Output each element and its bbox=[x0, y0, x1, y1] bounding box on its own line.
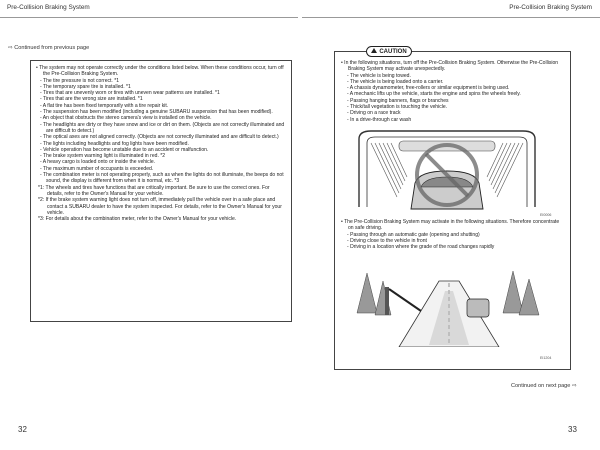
continued-from-previous: ⇨ Continued from previous page bbox=[8, 45, 90, 51]
caution-label-text: CAUTION bbox=[379, 49, 407, 55]
image-1-id: EI0006 bbox=[540, 213, 552, 217]
condition-item: - The brake system warning light is illuminated in red. *2 bbox=[40, 153, 166, 160]
caution-intro-2: • The Pre-Collision Braking System may activate in the following situations. Therefore concentrate on safe driving. bbox=[341, 218, 560, 232]
activation-situation-item: - Passing through an automatic gate (opening and shutting) bbox=[347, 231, 480, 238]
activation-situation-item: - Driving close to the vehicle in front bbox=[347, 237, 427, 244]
page-number-right: 33 bbox=[568, 425, 577, 434]
caution-item: - In a drive-through car wash bbox=[347, 116, 412, 123]
condition-item: - The suspension has been modified (including a genuine SUBARU suspension that has been modified). bbox=[40, 109, 273, 116]
warning-triangle-icon bbox=[371, 48, 377, 53]
left-header-title: Pre-Collision Braking System bbox=[7, 4, 90, 11]
right-header-title: Pre-Collision Braking System bbox=[509, 4, 592, 11]
footnote: *3: For details about the combination meter, refer to the Owner's Manual for your vehicle. bbox=[38, 216, 237, 223]
activation-situation-item: - Driving in a location where the grade of the road changes rapidly bbox=[347, 244, 495, 251]
caution-item: - Thick/tall vegetation is touching the vehicle. bbox=[347, 104, 448, 111]
caution-item: - The vehicle is being loaded onto a carrier. bbox=[347, 78, 444, 85]
left-condition-list bbox=[36, 78, 286, 185]
caution-intro-1: • In the following situations, turn off the Pre-Collision Braking System. Otherwise the Pre-Collision Braking System may activate unexpectedly. bbox=[341, 60, 559, 73]
condition-item: - The tire pressure is not correct. *1 bbox=[40, 77, 120, 84]
caution-box bbox=[334, 51, 571, 370]
condition-item: - Tires that are unevenly worn or tires with uneven wear patterns are installed. *1 bbox=[40, 90, 220, 97]
condition-item: - The temporary spare tire is installed. *1 bbox=[40, 83, 131, 90]
left-notes-list bbox=[36, 185, 286, 223]
continued-on-next: Continued on next page ⇨ bbox=[511, 383, 577, 389]
condition-item: - Vehicle operation has become unstable due to an accident or malfunction. bbox=[40, 146, 209, 153]
left-condition-box bbox=[30, 60, 292, 322]
car-wash-illustration bbox=[349, 127, 545, 213]
image-2-id: EI1204 bbox=[540, 356, 552, 360]
condition-item: - An object that obstructs the stereo camera's view is installed on the vehicle. bbox=[40, 115, 212, 122]
caution-label bbox=[366, 46, 412, 57]
condition-item: - The lights including headlights and fog lights have been modified. bbox=[40, 140, 189, 147]
condition-item: - The optical axes are not aligned correctly. (Objects are not correctly illuminated and are difficult to detect.) bbox=[40, 134, 279, 141]
road-gate-illustration bbox=[349, 253, 545, 347]
condition-item: - A heavy cargo is loaded onto or inside the vehicle. bbox=[40, 159, 156, 166]
left-intro: • The system may not operate correctly under the conditions listed below. When these conditions occur, turn off the Pre-Collision Braking System. bbox=[36, 65, 284, 78]
caution-item: - A mechanic lifts up the vehicle, starts the engine and spins the wheels freely. bbox=[347, 91, 521, 98]
caution-item: - Driving on a race track bbox=[347, 110, 401, 117]
page-number-left: 32 bbox=[18, 425, 27, 434]
condition-item: - The maximum number of occupants is exceeded. bbox=[40, 165, 154, 172]
caution-list-1 bbox=[341, 73, 565, 123]
caution-item: - The vehicle is being towed. bbox=[347, 72, 411, 79]
footnote: *1: The wheels and tires have functions that are critically important. Be sure to use the correct ones. For details, refer to the Owner's Manual for your vehicle. bbox=[38, 184, 270, 197]
caution-list-2 bbox=[341, 232, 565, 251]
left-header-rule bbox=[0, 17, 298, 18]
condition-item: - A flat tire has been fixed temporarily with a tire repair kit. bbox=[40, 102, 169, 109]
condition-item: - The combination meter is not operating properly, such as when the lights do not illuminate, the beeps do not sound, the display is different from when it is normal, etc. *3 bbox=[40, 172, 284, 185]
caution-item: - Passing hanging banners, flags or branches bbox=[347, 97, 449, 104]
footnote: *2: If the brake system warning light does not turn off, immediately pull the vehicle over in a safe place and contact a SUBARU dealer to have the system inspected. For details, refer to the Owner's Manual for your vehicle. bbox=[38, 197, 282, 216]
right-header-rule bbox=[302, 17, 600, 18]
caution-item: - A chassis dynamometer, free-rollers or similar equipment is being used. bbox=[347, 85, 510, 92]
condition-item: - Tires that are the wrong size are installed. *1 bbox=[40, 96, 143, 103]
condition-item: - The headlights are dirty or they have snow and ice or dirt on them. (Objects are not correctly illuminated and are difficult to detect.) bbox=[40, 121, 285, 134]
